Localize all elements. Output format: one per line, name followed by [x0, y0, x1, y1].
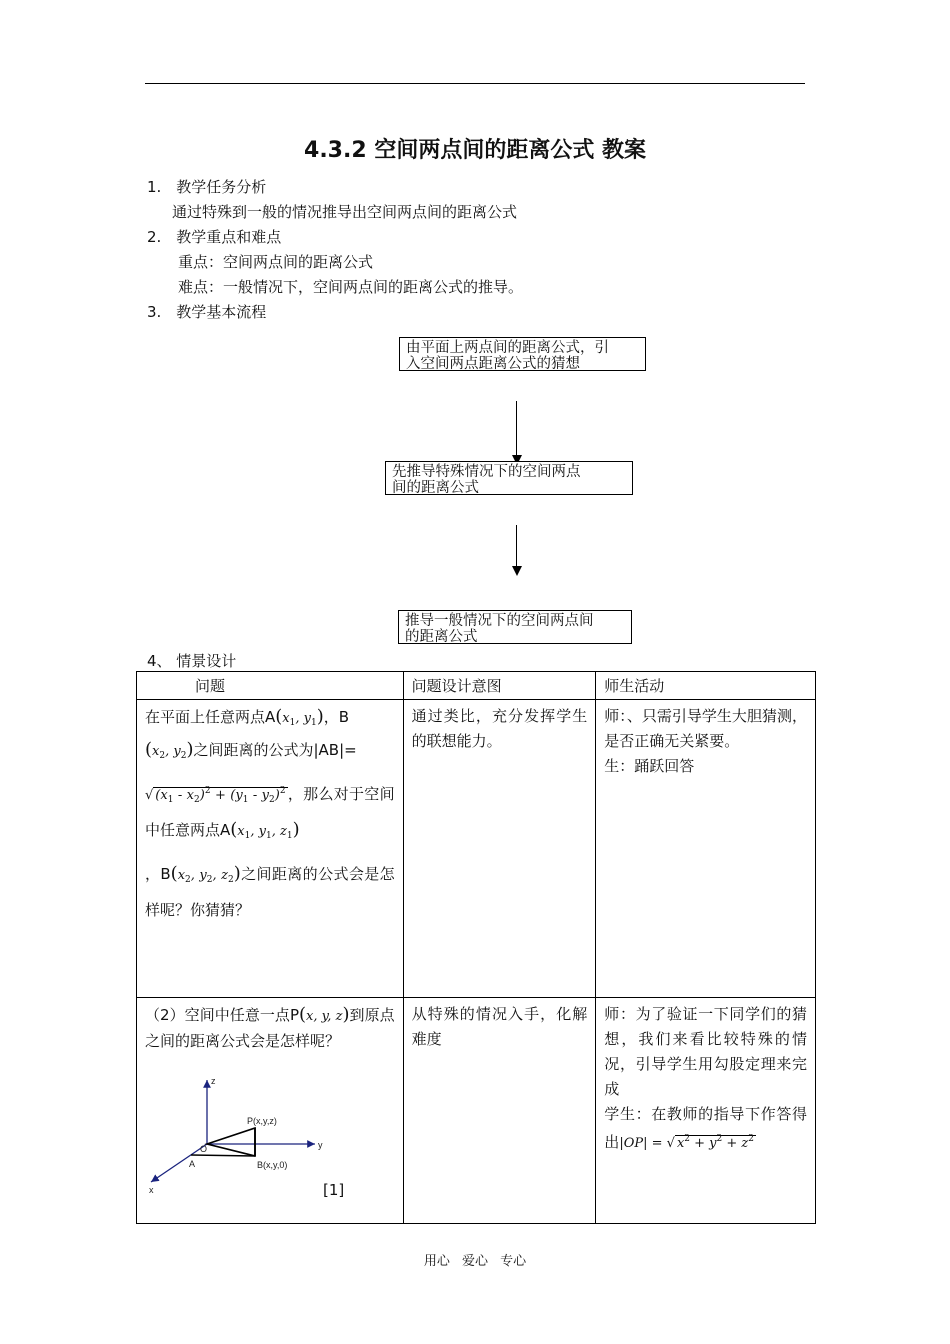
section-3-heading: 3. 教学基本流程 [147, 303, 267, 321]
point-b-2d: ($x_2$, $y_2$) [145, 739, 194, 761]
label-z: z [211, 1076, 216, 1086]
page-footer: 用心 爱心 专心 [423, 1254, 527, 1269]
point-a-3d: ($x_1$, $y_1$, $z_1$) [230, 819, 300, 841]
flow-box-2 [385, 461, 633, 495]
label-b: B(x,y,0) [257, 1160, 288, 1170]
flow-arrow-1-shaft [516, 401, 517, 456]
row2-intent: 从特殊的情况入手，化解难度 [403, 998, 596, 1224]
row2-q-b: 到原点之间的距离公式会是怎样呢？ [145, 1006, 395, 1050]
row1-activity [596, 700, 816, 998]
label-o: O [200, 1144, 208, 1154]
header-rule [145, 83, 805, 84]
distance-formula-2d: √ $(x_1 - x_2)^2 + (y_1 - y_2)^2$ [145, 786, 286, 805]
x-axis [151, 1144, 207, 1182]
flow-arrow-2-head [512, 566, 522, 576]
label-a: A [189, 1159, 196, 1169]
row1-q-c: 之间距离的公式为|AB|= [193, 741, 357, 759]
row1-q-f: 之间距离的公式会是怎样呢？你猜猜？ [145, 865, 395, 919]
flow-box-2-line-2: 间的距离公式 [392, 480, 479, 496]
flow-box-2-line-1: 先推导特殊情况下的空间两点 [392, 464, 581, 480]
header-intent: 问题设计意图 [403, 672, 596, 700]
point-b-3d: ($x_2$, $y_2$, $z_2$) [170, 863, 241, 885]
section-1-body: 通过特殊到一般的情况推导出空间两点间的距离公式 [172, 203, 518, 221]
table-row [137, 998, 816, 1224]
row1-activity-2: 生：踊跃回答 [604, 757, 695, 775]
figure-reference: [1] [323, 1181, 345, 1199]
label-y: y [318, 1140, 323, 1150]
row2-activity-1: 师：为了验证一下同学们的猜想，我们来看比较特殊的情况，引导学生用勾股定理来完成 [604, 1005, 807, 1098]
key-point: 重点：空间两点间的距离公式 [178, 253, 374, 271]
row2-activity [596, 998, 816, 1224]
row1-q-e: ，B [145, 865, 171, 883]
flow-box-1 [399, 337, 646, 371]
section-1-heading: 1. 教学任务分析 [147, 178, 267, 196]
coordinate-figure [143, 1076, 343, 1201]
scenario-table [136, 671, 816, 1224]
row1-intent: 通过类比，充分发挥学生的联想能力。 [403, 700, 596, 998]
distance-formula-op: |OP| = √ $x^2 + y^2 + z^2$ [619, 1134, 755, 1151]
flow-box-1-line-1: 由平面上两点间的距离公式，引 [406, 340, 609, 356]
row2-q-a: （2）空间中任意一点P [145, 1006, 299, 1024]
table-header-row [137, 672, 816, 700]
section-2-heading: 2. 教学重点和难点 [147, 228, 282, 246]
row1-q-a: 在平面上任意两点A [145, 708, 276, 726]
row2-activity-2: 学生：在教师的指导下作答得出 [604, 1105, 807, 1151]
row2-question [137, 998, 404, 1224]
flow-box-3-line-1: 推导一般情况下的空间两点间 [405, 613, 594, 629]
page-title: 4.3.2 空间两点间的距离公式 教案 [304, 138, 646, 163]
point-a-2d: ($x_1$, $y_1$) [275, 706, 324, 728]
segment-ab [191, 1155, 255, 1156]
label-x: x [149, 1185, 154, 1195]
row1-activity-1: 师：、只需引导学生大胆猜测，是否正确无关紧要。 [604, 707, 807, 750]
point-p-3d: (x, y, z) [299, 1004, 350, 1025]
header-activity: 师生活动 [596, 672, 816, 700]
flow-arrow-2-shaft [516, 525, 517, 567]
triangle-opb [207, 1128, 255, 1156]
table-row [137, 700, 816, 998]
flow-box-3 [398, 610, 632, 644]
row1-question [137, 700, 404, 998]
row1-q-d: ，那么对于空间中任意两点A [145, 785, 395, 839]
flow-box-3-line-2: 的距离公式 [405, 629, 478, 645]
row1-q-b: ，B [323, 708, 350, 726]
header-question: 问题 [137, 672, 404, 700]
flow-box-1-line-2: 入空间两点距离公式的猜想 [406, 356, 580, 372]
difficult-point: 难点：一般情况下，空间两点间的距离公式的推导。 [178, 278, 524, 296]
section-4-heading: 4、 情景设计 [147, 652, 237, 670]
label-p: P(x,y,z) [247, 1116, 277, 1126]
